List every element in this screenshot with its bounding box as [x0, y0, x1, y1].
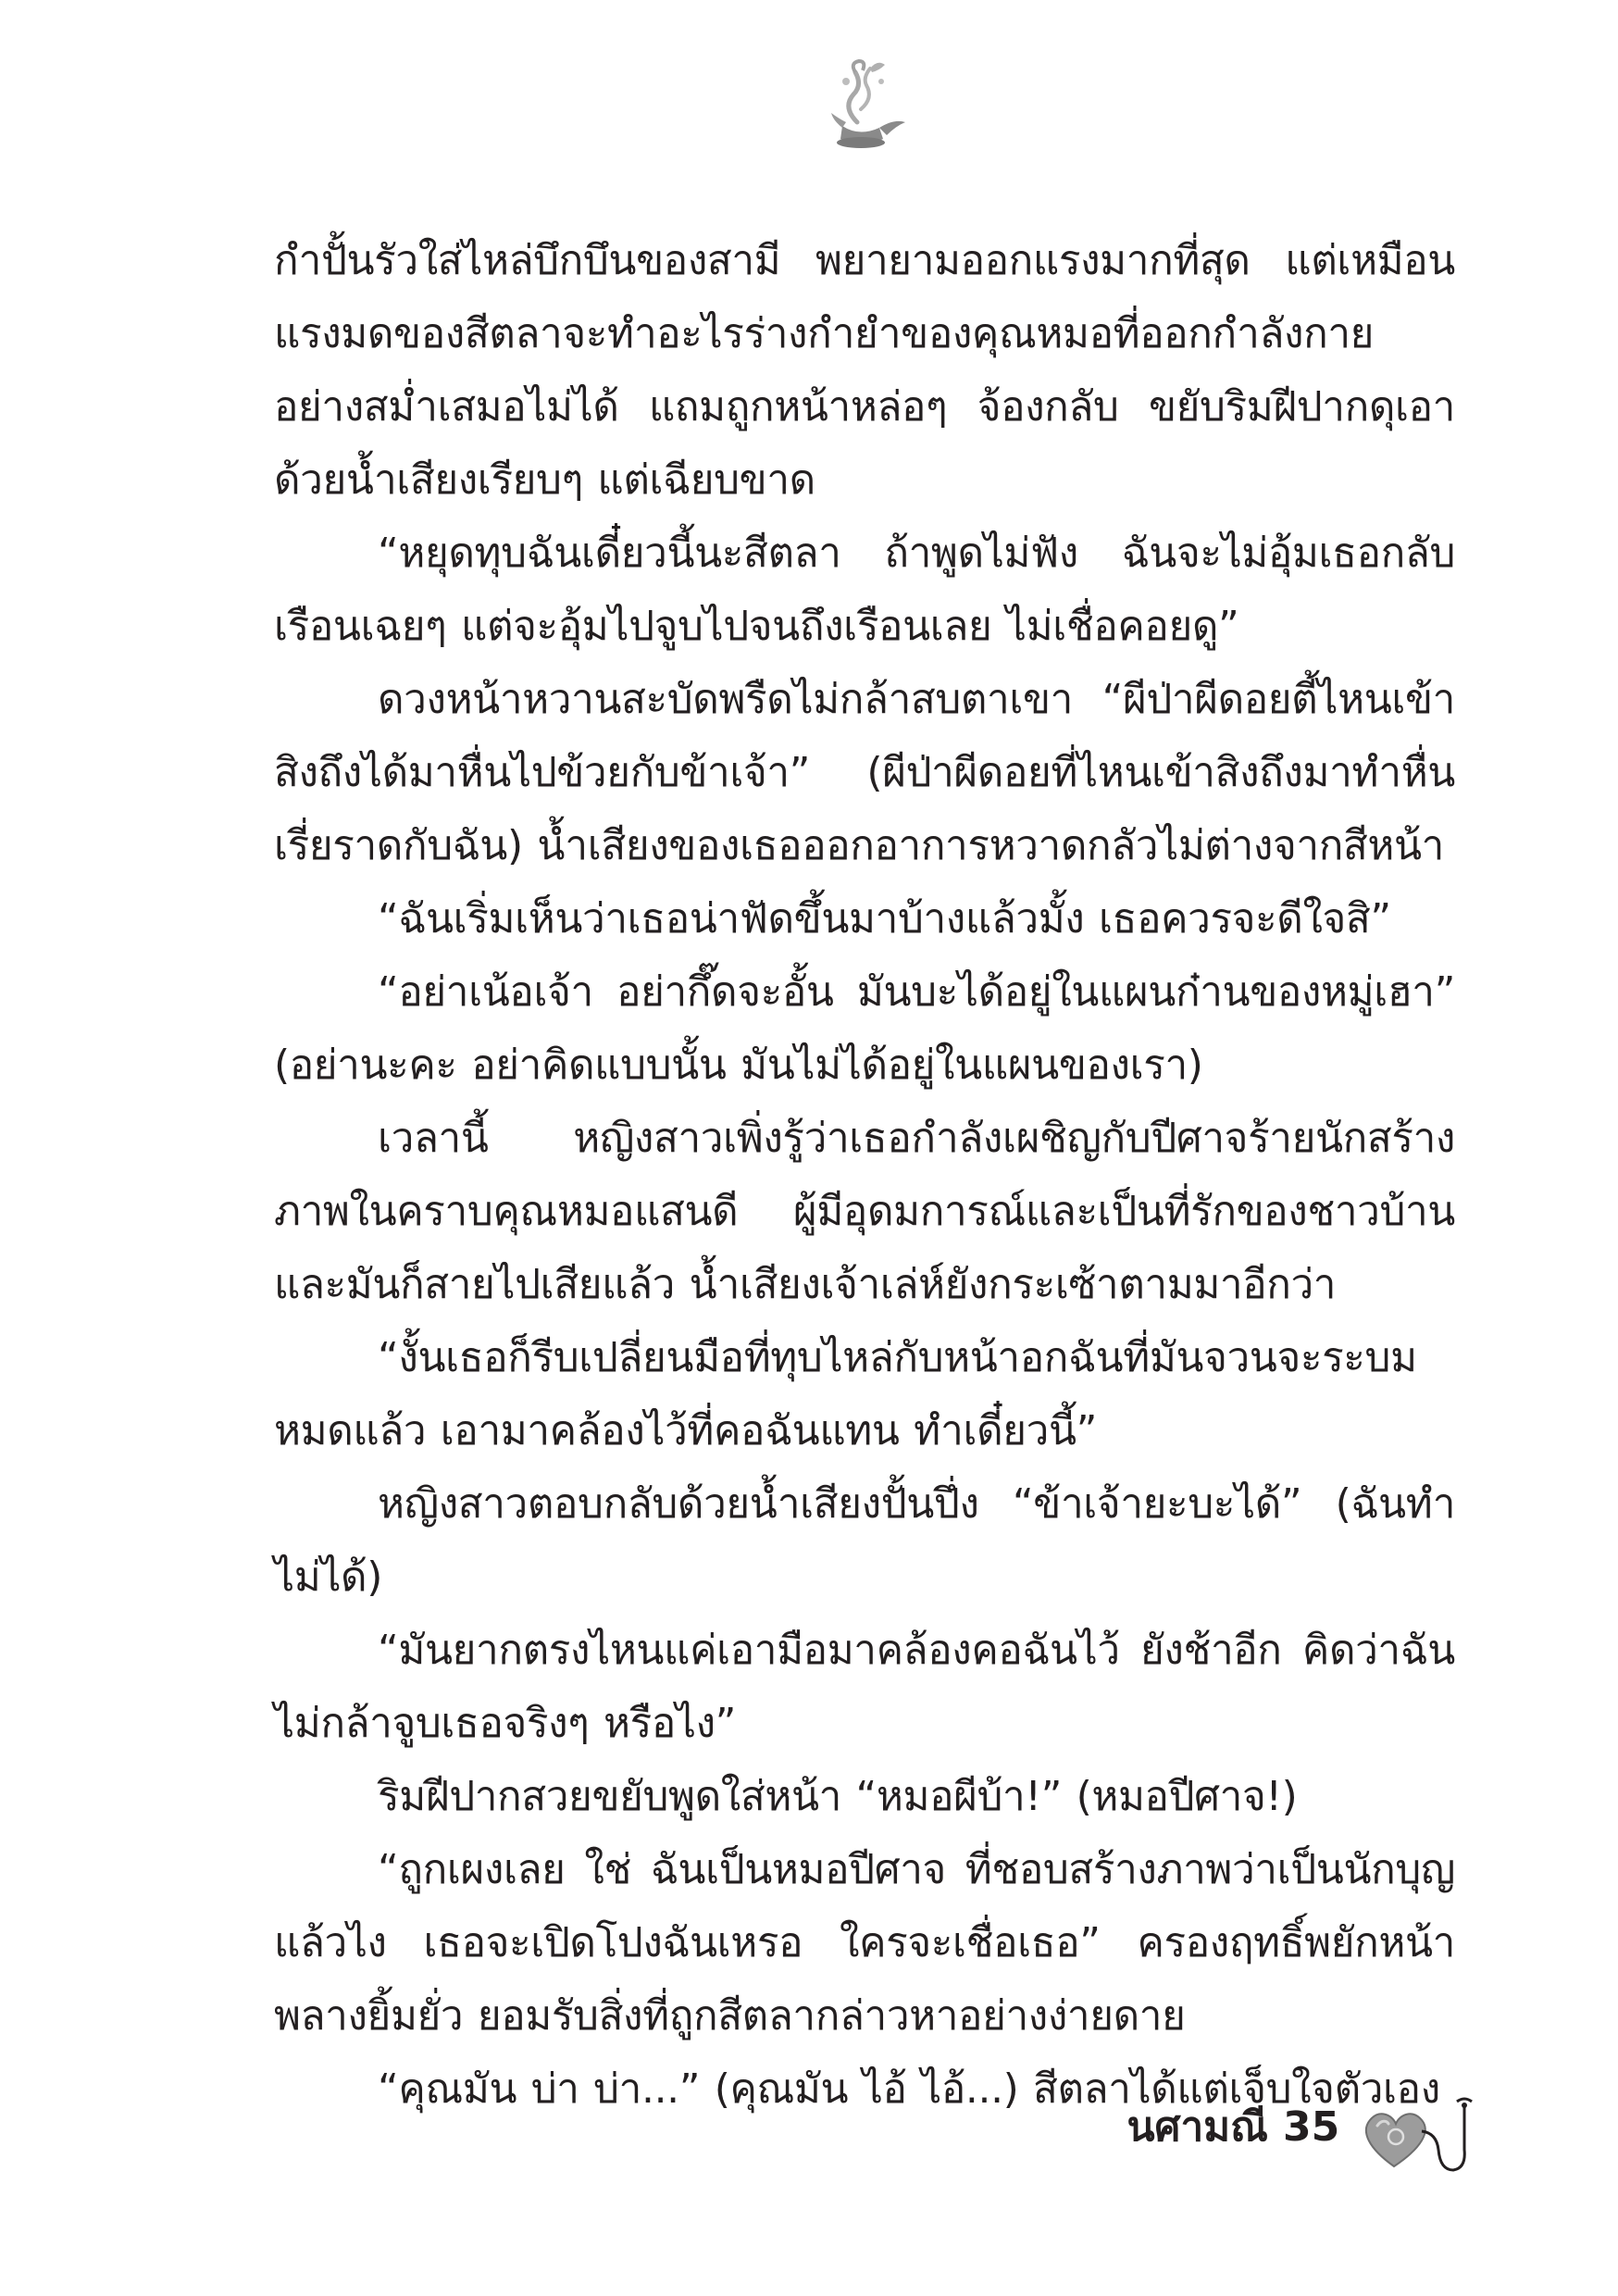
paragraph: กำปั้นรัวใส่ไหล่บึกบึนของสามี พยายามออกแรงมากที่สุด แต่เหมือนแรงมดของสีตลาจะทำอะไรร่างกำยำของคุณหมอที่ออกกำลังกายอย่างสม่ำเสมอไม่ได้ แถมถูกหน้าหล่อๆ จ้องกลับ ขยับริมฝีปากดุเอาด้วยน้ำเสียงเรียบๆ แต่เฉียบขาด	[274, 237, 1455, 504]
paragraph: หญิงสาวตอบกลับด้วยน้ำเสียงปั้นปึ่ง “ข้าเจ้ายะบะได้” (ฉันทำไม่ได้)	[274, 1480, 1455, 1601]
paragraph: “ถูกเผงเลย ใช่ ฉันเป็นหมอปีศาจ ที่ชอบสร้างภาพว่าเป็นนักบุญแล้วไง เธอจะเปิดโปงฉันเหรอ ใครจะเชื่อเธอ” ครองฤทธิ์พยักหน้าพลางยิ้มยั่ว ยอมรับสิ่งที่ถูกสีตลากล่าวหาอย่างง่ายดาย	[274, 1846, 1455, 2040]
paragraph: “คุณมัน บ่า บ่า...” (คุณมัน ไอ้ ไอ้...) สีตลาได้แต่เจ็บใจตัวเอง	[378, 2065, 1440, 2113]
body-text	[274, 224, 1455, 2113]
paragraph: เวลานี้ หญิงสาวเพิ่งรู้ว่าเธอกำลังเผชิญกับปีศาจร้ายนักสร้างภาพในคราบคุณหมอแสนดี ผู้มีอุดมการณ์และเป็นที่รักของชาวบ้าน และมันก็สายไปเสียแล้ว น้ำเสียงเจ้าเล่ห์ยังกระเซ้าตามมาอีกว่า	[274, 1115, 1455, 1308]
book-title: นศามณี	[1126, 2103, 1268, 2151]
genie-lamp-icon	[805, 54, 916, 165]
paragraph: ดวงหน้าหวานสะบัดพรืดไม่กล้าสบตาเขา “ผีป่าผีดอยตี้ไหนเข้าสิงถึงได้มาหื่นไปข้วยกับข้าเจ้า” (ผีป่าผีดอยที่ไหนเข้าสิงถึงมาทำหื่นเรี่ยราดกับฉัน) น้ำเสียงของเธอออกอาการหวาดกลัวไม่ต่างจากสีหน้า	[274, 676, 1455, 869]
paragraph: “มันยากตรงไหนแค่เอามือมาคล้องคอฉันไว้ ยังช้าอีก คิดว่าฉันไม่กล้าจูบเธอจริงๆ หรือไง”	[274, 1627, 1455, 1747]
heart-stethoscope-icon	[1357, 2094, 1475, 2179]
paragraph: ริมฝีปากสวยขยับพูดใส่หน้า “หมอผีบ้า!” (หมอปีศาจ!)	[378, 1773, 1298, 1820]
page-footer	[1101, 2094, 1490, 2187]
paragraph: “งั้นเธอก็รีบเปลี่ยนมือที่ทุบไหล่กับหน้าอกฉันที่มันจวนจะระบมหมดแล้ว เอามาคล้องไว้ที่คอฉันแทน ทำเดี๋ยวนี้”	[274, 1334, 1417, 1454]
paragraph: “หยุดทุบฉันเดี๋ยวนี้นะสีตลา ถ้าพูดไม่ฟัง ฉันจะไม่อุ้มเธอกลับเรือนเฉยๆ แต่จะอุ้มไปจูบไปจนถึงเรือนเลย ไม่เชื่อคอยดู”	[274, 530, 1455, 650]
paragraph: “ฉันเริ่มเห็นว่าเธอน่าฟัดขึ้นมาบ้างแล้วมั้ง เธอควรจะดีใจสิ”	[378, 895, 1391, 942]
page-number: 35	[1283, 2103, 1340, 2151]
paragraph: “อย่าเน้อเจ้า อย่ากึ๊ดจะอั้น มันบะได้อยู่ในแผนก๋านของหมู่เฮา” (อย่านะคะ อย่าคิดแบบนั้น มันไม่ได้อยู่ในแผนของเรา)	[274, 968, 1455, 1089]
